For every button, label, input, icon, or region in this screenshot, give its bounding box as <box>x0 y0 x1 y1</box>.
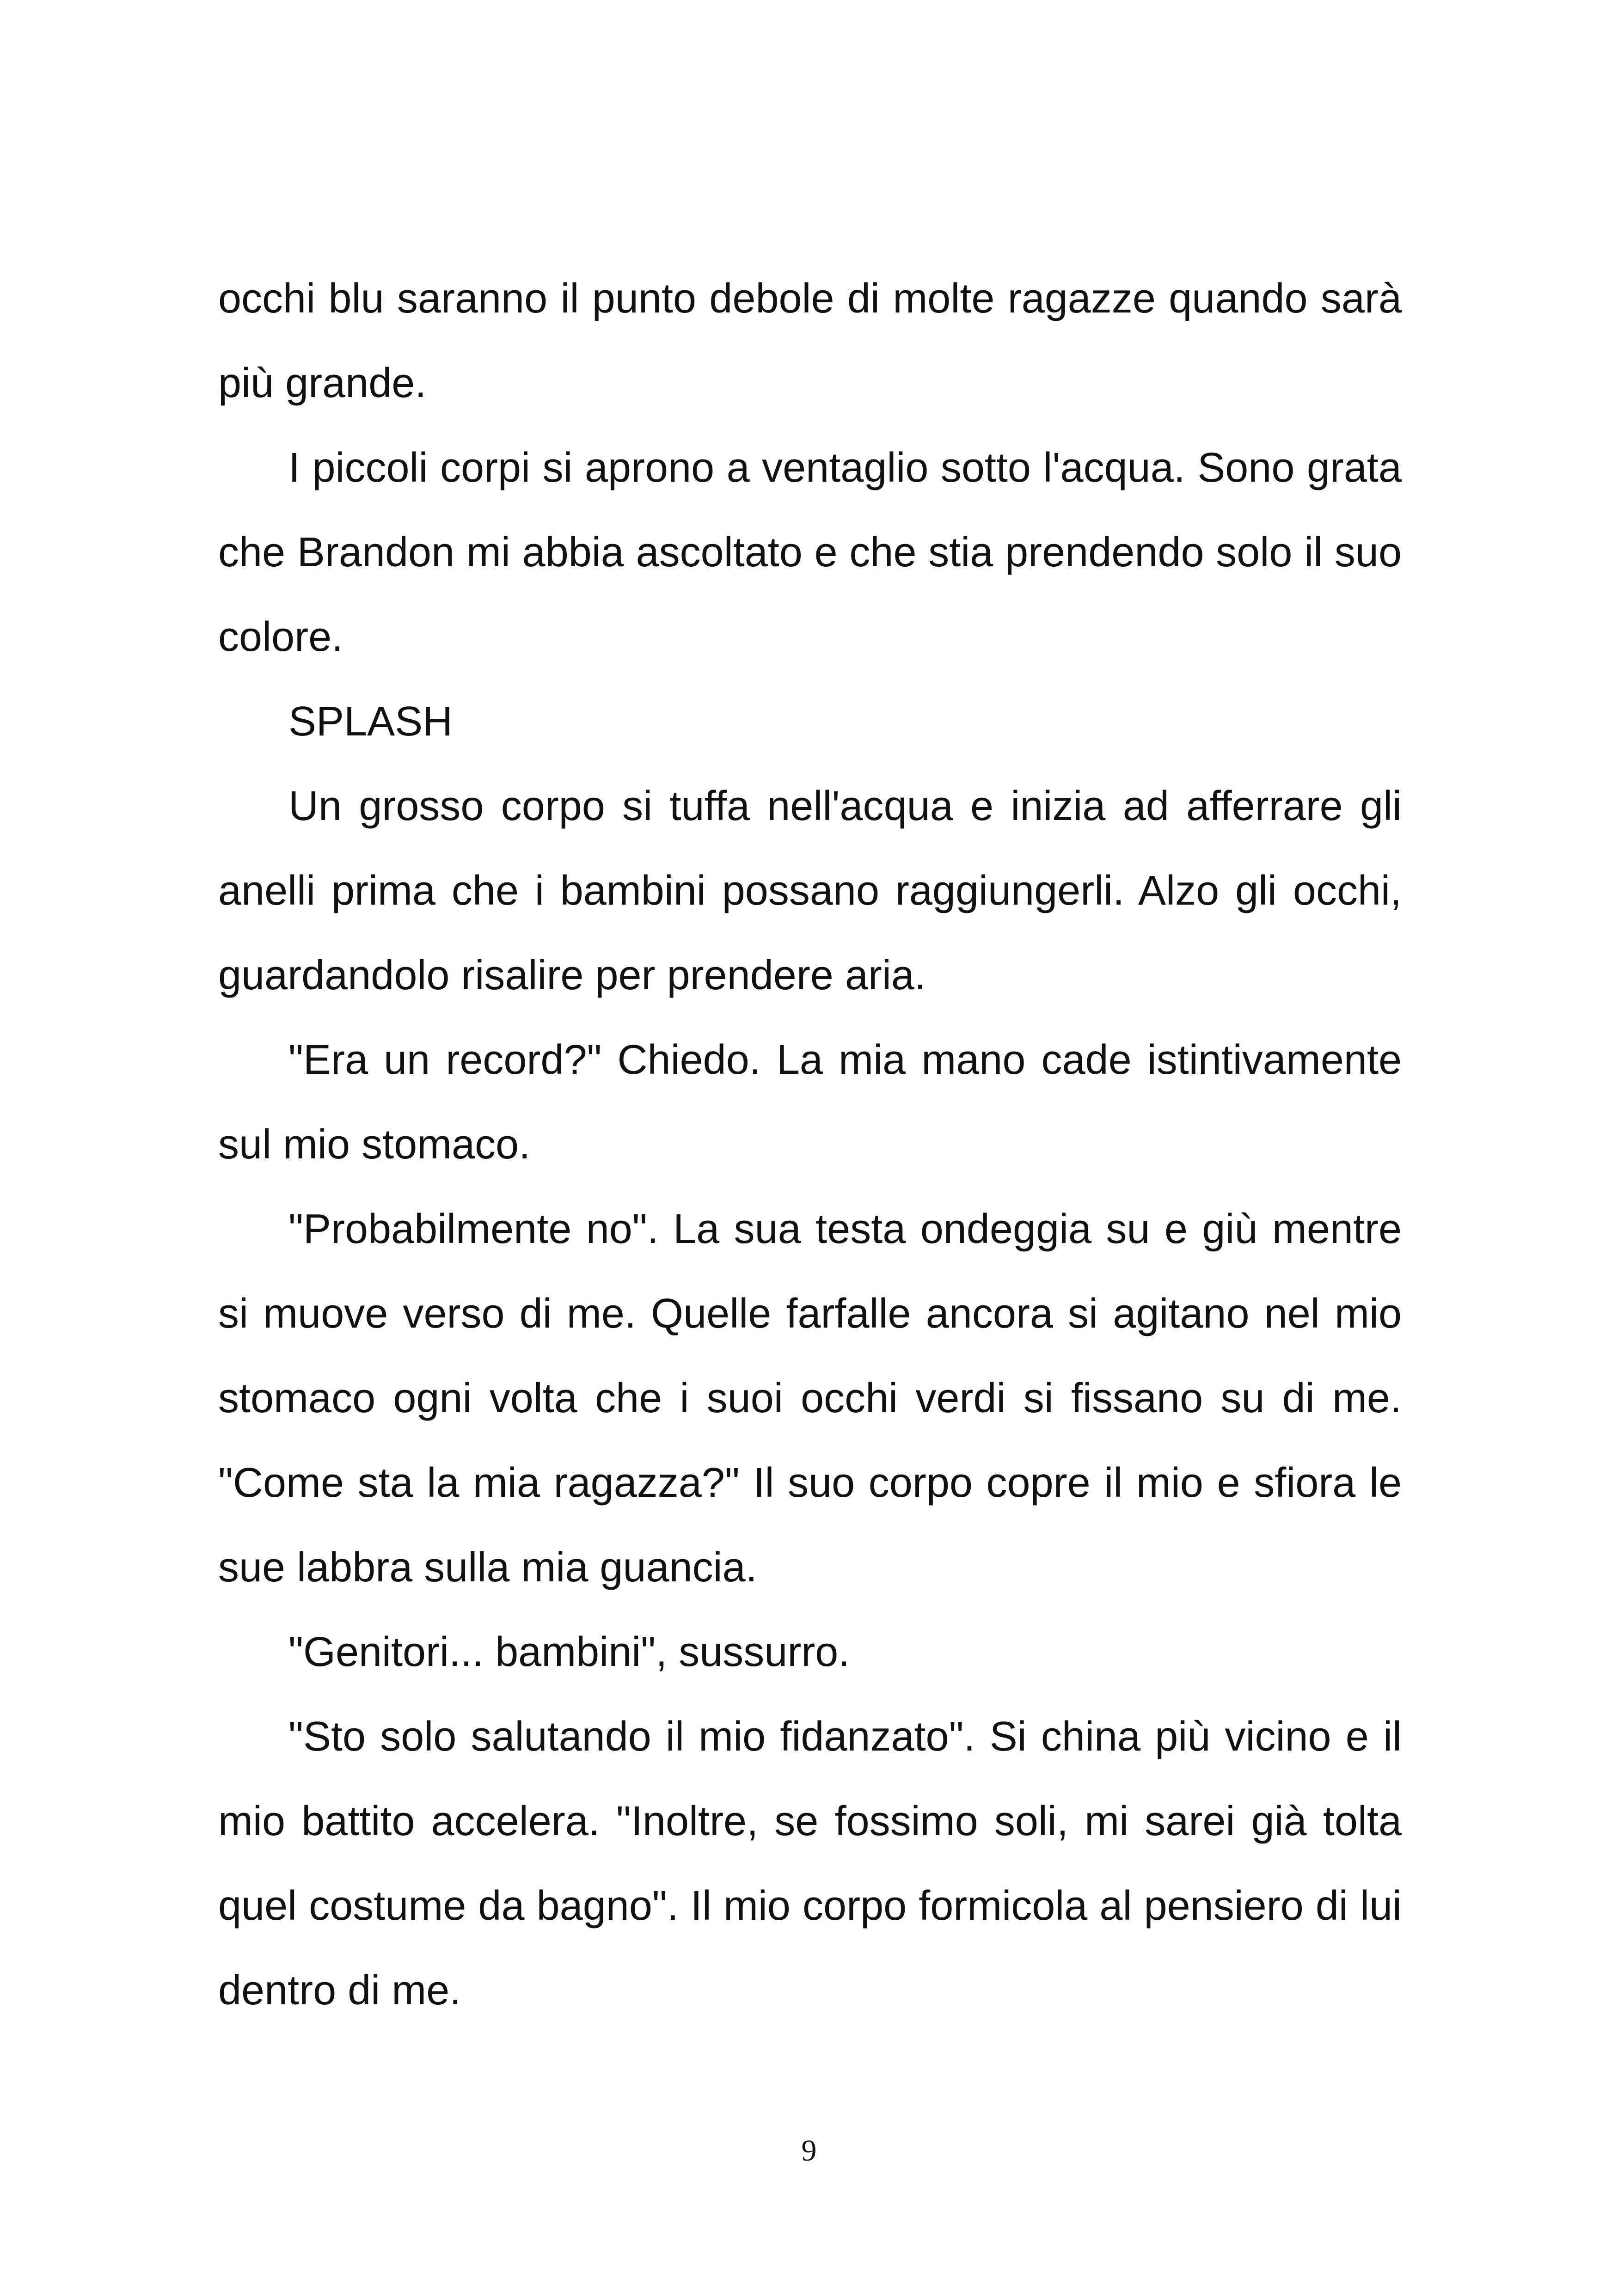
paragraph: Un grosso corpo si tuffa nell'acqua e inizia ad afferrare gli anelli prima che i bambini possano raggiungerli. Alzo gli occhi, guardandolo risalire per prendere aria. <box>218 783 1402 998</box>
paragraph: occhi blu saranno il punto debole di molte ragazze quando sarà più grande. <box>218 276 1402 406</box>
paragraph: "Genitori... bambini", sussurro. <box>288 1629 850 1675</box>
body-text <box>218 257 1402 2033</box>
paragraph: SPLASH <box>288 698 453 745</box>
paragraph: "Sto solo salutando il mio fidanzato". Si china più vicino e il mio battito accelera. "Inoltre, se fossimo soli, mi sarei già tolta quel costume da bagno". Il mio corpo formicola al pensiero di lui dentro di me. <box>218 1714 1402 2014</box>
page-number: 9 <box>801 2134 817 2167</box>
paragraph: "Era un record?" Chiedo. La mia mano cade istintivamente sul mio stomaco. <box>218 1037 1402 1168</box>
paragraph: "Probabilmente no". La sua testa ondeggia su e giù mentre si muove verso di me. Quelle farfalle ancora si agitano nel mio stomaco ogni volta che i suoi occhi verdi si fissano su di me. "Come sta la mia ragazza?" Il suo corpo copre il mio e sfiora le sue labbra sulla mia guancia. <box>218 1206 1402 1591</box>
paragraph: I piccoli corpi si aprono a ventaglio sotto l'acqua. Sono grata che Brandon mi abbia ascoltato e che stia prendendo solo il suo colore. <box>218 445 1402 660</box>
